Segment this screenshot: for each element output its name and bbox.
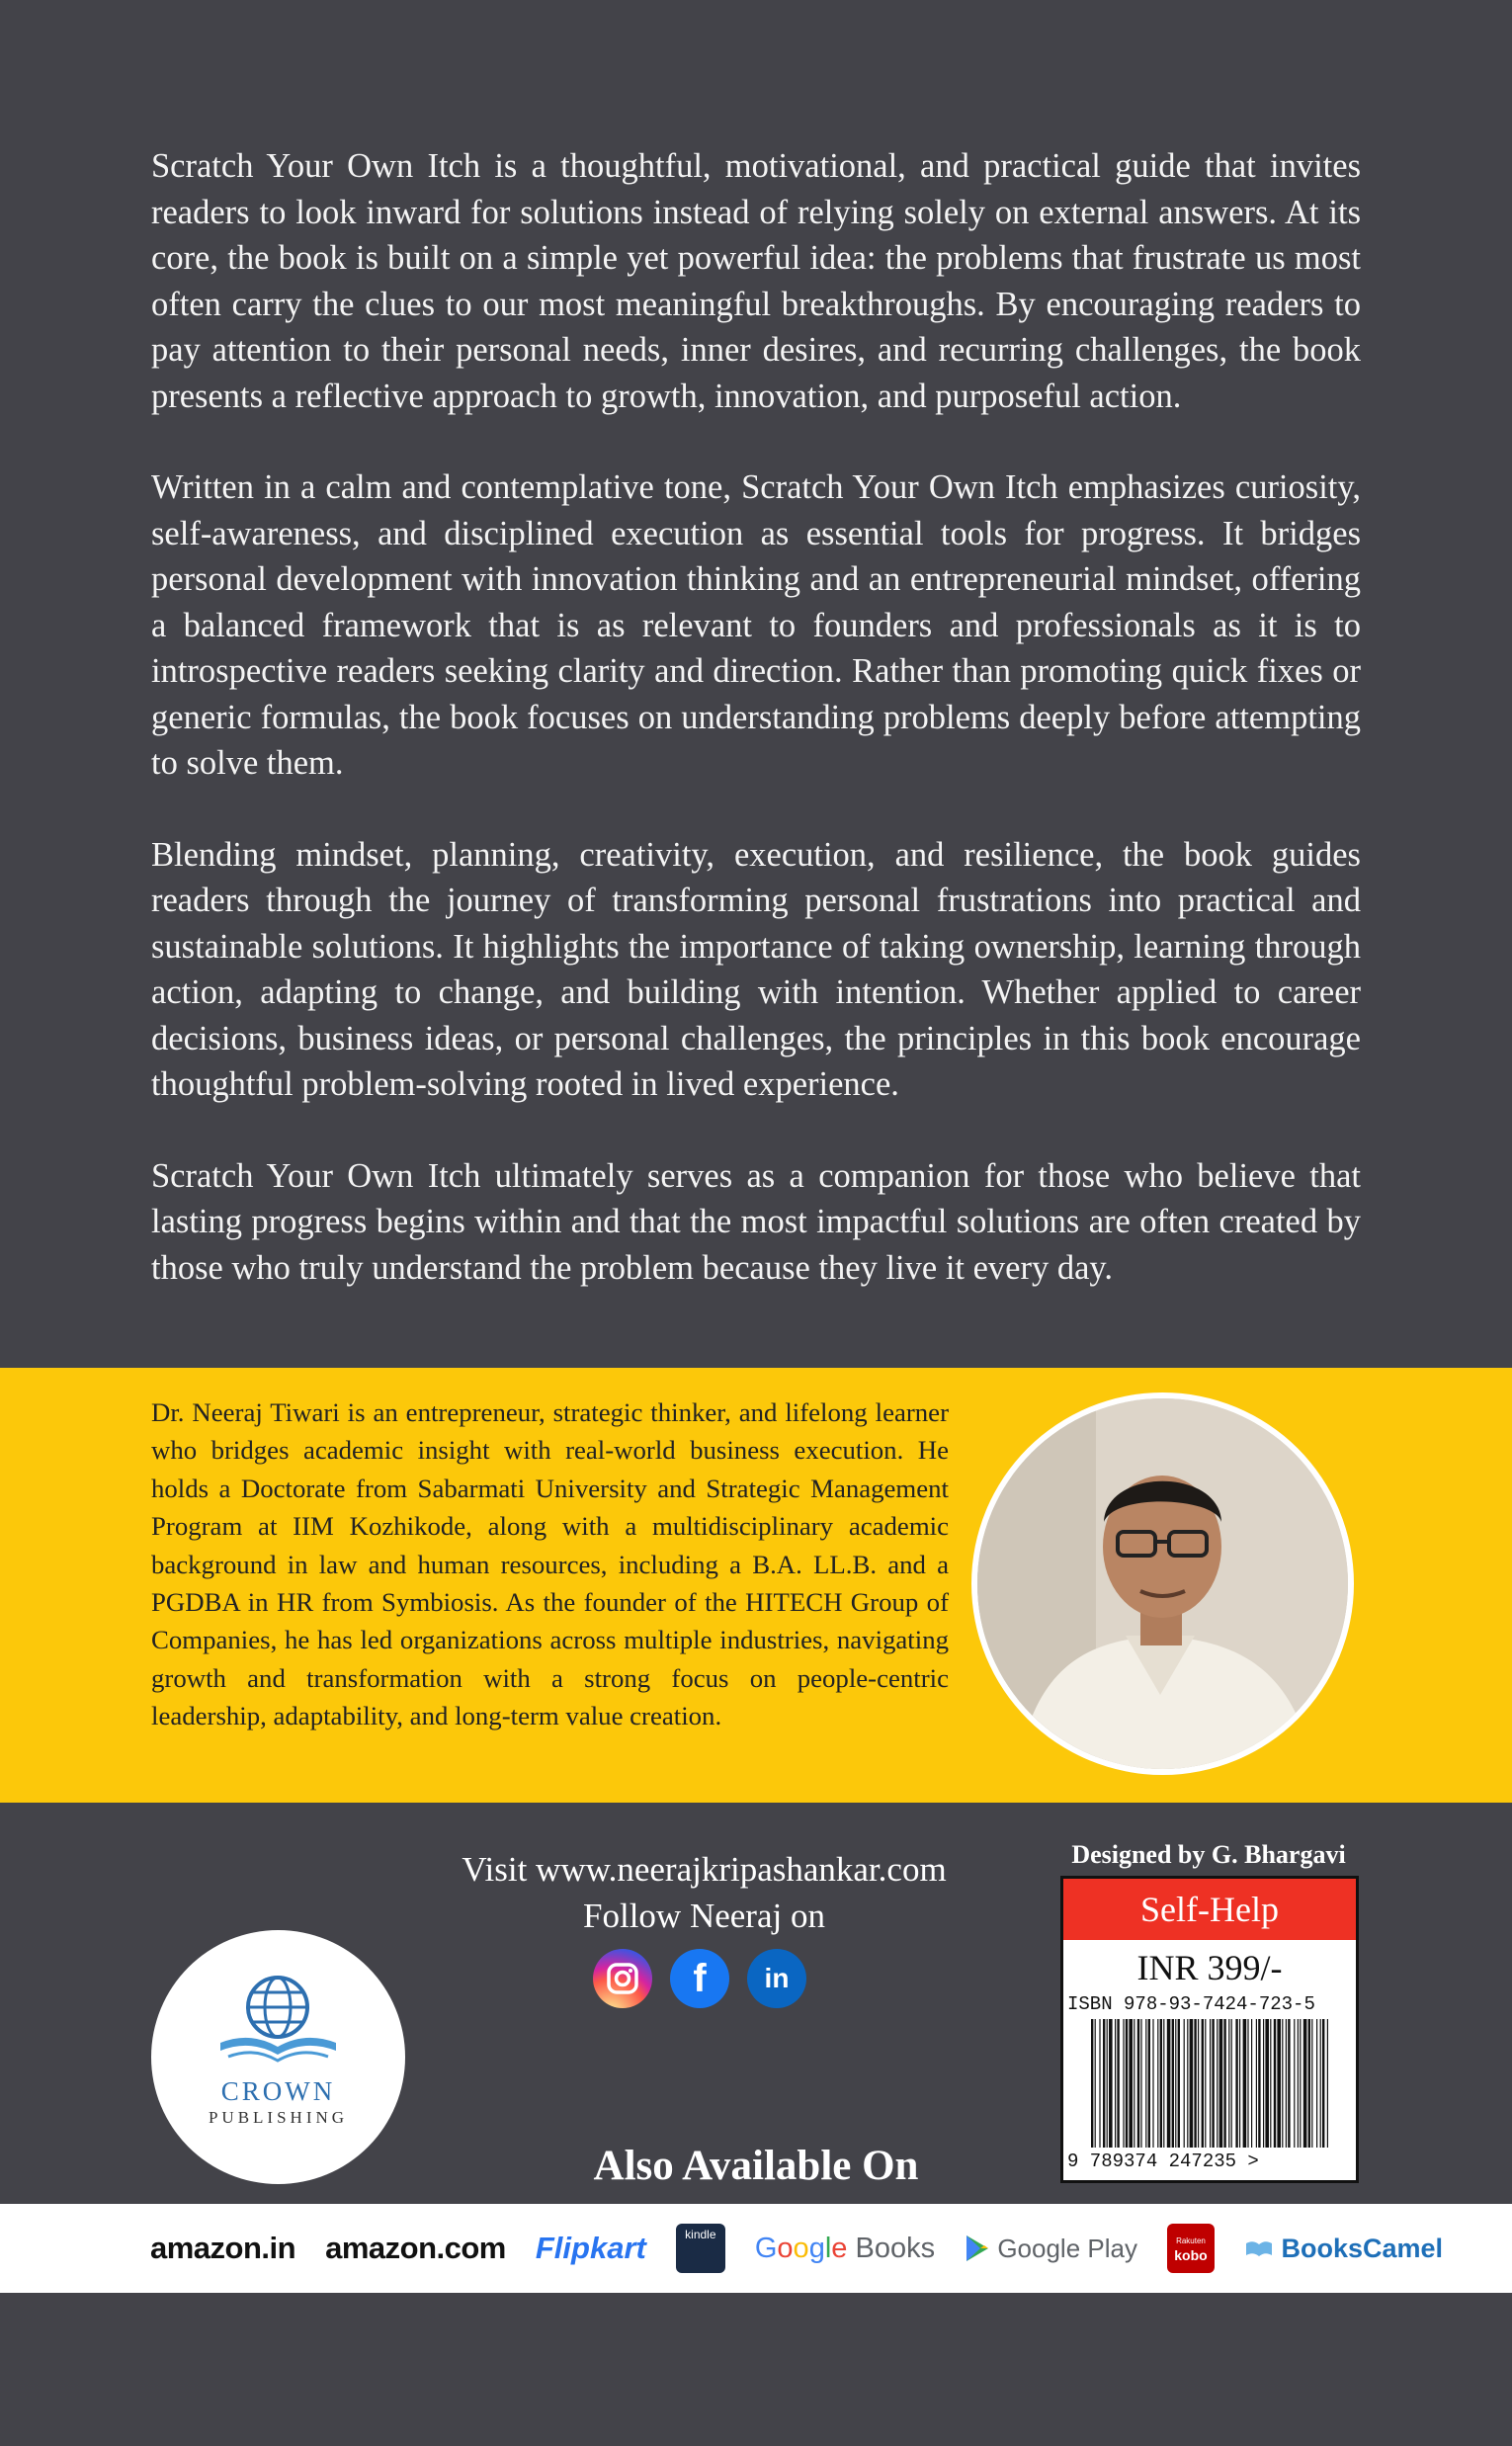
linkedin-icon[interactable]: in: [747, 1949, 806, 2008]
barcode-bar: [1212, 2019, 1214, 2148]
amazon-com-text: amazon.com: [325, 2231, 506, 2265]
barcode-bar: [1095, 2019, 1096, 2148]
barcode: [1091, 2019, 1328, 2148]
flipkart-logo[interactable]: [536, 2231, 646, 2266]
bookscamel-logo[interactable]: [1244, 2234, 1443, 2264]
barcode-bar: [1175, 2019, 1176, 2148]
price-barcode-box: [1060, 1876, 1359, 2183]
isbn-label: ISBN 978-93-7424-723-5: [1067, 1993, 1315, 2015]
barcode-bar: [1256, 2019, 1257, 2148]
barcode-bar: [1235, 2019, 1237, 2148]
barcode-bar: [1210, 2019, 1211, 2148]
genre-label: Self-Help: [1063, 1879, 1356, 1940]
barcode-bar: [1219, 2019, 1223, 2148]
book-blurb: [151, 143, 1361, 1336]
kindle-icon: kindle: [676, 2224, 725, 2273]
barcode-bar: [1163, 2019, 1164, 2148]
kobo-text: kobo: [1174, 2247, 1208, 2263]
kobo-icon: [1167, 2224, 1215, 2273]
barcode-bar: [1231, 2019, 1232, 2148]
open-book-icon: [1244, 2237, 1274, 2259]
barcode-bar: [1298, 2019, 1299, 2148]
barcode-bar: [1263, 2019, 1264, 2148]
kobo-top-text: Rakuten: [1176, 2236, 1206, 2245]
website-link[interactable]: Visit www.neerajkripashankar.com: [462, 1850, 947, 1889]
google-books-text: Books: [855, 2232, 936, 2264]
amazon-in-logo[interactable]: [150, 2231, 295, 2266]
barcode-bar: [1223, 2019, 1225, 2148]
barcode-bar: [1115, 2019, 1116, 2148]
store-logos-strip: [0, 2204, 1512, 2293]
barcode-bar: [1107, 2019, 1108, 2148]
barcode-bar: [1294, 2019, 1295, 2148]
barcode-bar: [1258, 2019, 1260, 2148]
barcode-bar: [1109, 2019, 1113, 2148]
barcode-bar: [1243, 2019, 1247, 2148]
author-bio: Dr. Neeraj Tiwari is an entrepreneur, strategic thinker, and lifelong learner who bridges academic insight with real-world business execution. He holds a Doctorate from Sabarmati University and Strategic Management Program at IIM Kozhikode, along with a multidisciplinary academic background in law and human resources, including a B.A. LL.B. and a PGDBA in HR from Symbiosis. As the founder of the HITECH Group of Companies, he has led organizations across multiple industries, navigating growth and transformation with a strong focus on people-centric leadership, adaptability, and long-term value creation.: [151, 1397, 949, 1731]
barcode-bar: [1303, 2019, 1307, 2148]
google-wordmark: Google: [754, 2232, 848, 2264]
barcode-bar: [1129, 2019, 1133, 2148]
barcode-bar: [1247, 2019, 1248, 2148]
barcode-bar: [1282, 2019, 1283, 2148]
barcode-bar: [1316, 2019, 1317, 2148]
blurb-paragraph-2: Written in a calm and contemplative tone, Scratch Your Own Itch emphasizes curiosity, self-awareness, and disciplined execution as essential tools for progress. It bridges personal development with innovation thinking and an entrepreneurial mindset, offering a balanced framework that is as relevant to founders and professionals as it is to introspective readers seeking clarity and direction. Rather than promoting quick fixes or generic formulas, the book focuses on understanding problems deeply before attempting to solve them.: [151, 468, 1361, 782]
google-books-logo[interactable]: [755, 2233, 935, 2265]
barcode-bar: [1103, 2019, 1105, 2148]
barcode-bar: [1251, 2019, 1252, 2148]
kindle-logo[interactable]: [676, 2224, 725, 2273]
barcode-bar: [1274, 2019, 1276, 2148]
barcode-bar: [1172, 2019, 1174, 2148]
author-section: [0, 1368, 1512, 1803]
barcode-bar: [1126, 2019, 1128, 2148]
barcode-bar: [1270, 2019, 1271, 2148]
google-play-text: Google Play: [997, 2233, 1137, 2263]
barcode-bar: [1123, 2019, 1124, 2148]
amazon-com-logo[interactable]: [325, 2231, 506, 2266]
barcode-bar: [1239, 2019, 1240, 2148]
barcode-bar: [1178, 2019, 1180, 2148]
barcode-number: 9 789374 247235 >: [1067, 2151, 1259, 2172]
barcode-bar: [1157, 2019, 1158, 2148]
publisher-logo: [151, 1930, 405, 2184]
barcode-bar: [1194, 2019, 1196, 2148]
barcode-bar: [1322, 2019, 1324, 2148]
barcode-bar: [1311, 2019, 1312, 2148]
barcode-bar: [1228, 2019, 1229, 2148]
instagram-icon[interactable]: [593, 1949, 652, 2008]
barcode-bar: [1217, 2019, 1218, 2148]
barcode-bar: [1288, 2019, 1290, 2148]
price-label: INR 399/-: [1136, 1948, 1283, 1987]
barcode-bar: [1286, 2019, 1287, 2148]
barcode-bar: [1099, 2019, 1100, 2148]
contact-block: [435, 1846, 973, 1939]
barcode-bar: [1308, 2019, 1310, 2148]
barcode-bar: [1187, 2019, 1188, 2148]
blurb-paragraph-3: Blending mindset, planning, creativity, execution, and resilience, the book guides readers through the journey of transforming personal frustrations into practical and sustainable solutions. It highlights the importance of taking ownership, learning through action, adapting to change, and building with intention. Whether applied to career decisions, business ideas, or personal challenges, the principles in this book encourage thoughtful problem-solving rooted in lived experience.: [151, 835, 1361, 1103]
flipkart-text: Flipkart: [535, 2231, 646, 2265]
publisher-sub: PUBLISHING: [208, 2108, 349, 2127]
author-photo: [971, 1392, 1354, 1775]
designer-credit: Designed by G. Bhargavi: [1071, 1840, 1346, 1869]
barcode-bar: [1277, 2019, 1281, 2148]
author-portrait-illustration: [977, 1398, 1348, 1769]
barcode-bar: [1145, 2019, 1146, 2148]
barcode-bar: [1184, 2019, 1185, 2148]
barcode-bar: [1300, 2019, 1301, 2148]
follow-label: Follow Neeraj on: [583, 1897, 825, 1935]
barcode-bar: [1091, 2019, 1093, 2148]
barcode-bar: [1160, 2019, 1162, 2148]
barcode-bar: [1320, 2019, 1321, 2148]
play-triangle-icon: [965, 2234, 990, 2263]
kobo-logo[interactable]: [1167, 2224, 1215, 2273]
barcode-bar: [1117, 2019, 1119, 2148]
barcode-bar: [1167, 2019, 1171, 2148]
barcode-bar: [1137, 2019, 1139, 2148]
globe-book-icon: [210, 1970, 346, 2068]
barcode-bar: [1148, 2019, 1150, 2148]
amazon-in-text: amazon.in: [150, 2231, 296, 2265]
barcode-bar: [1205, 2019, 1206, 2148]
social-icons: [593, 1949, 806, 2008]
barcode-bar: [1202, 2019, 1204, 2148]
barcode-bar: [1198, 2019, 1199, 2148]
barcode-bar: [1327, 2019, 1328, 2148]
google-play-logo[interactable]: [965, 2234, 1137, 2264]
publisher-name: CROWN: [220, 2076, 336, 2106]
also-available-heading: Also Available On: [593, 2143, 919, 2189]
blurb-paragraph-1: Scratch Your Own Itch is a thoughtful, motivational, and practical guide that invites readers to look inward for solutions instead of relying solely on external answers. At its core, the book is built on a simple yet powerful idea: the problems that frustrate us most often carry the clues to our most meaningful breakthroughs. By encouraging readers to pay attention to their personal needs, inner desires, and recurring challenges, the book presents a reflective approach to growth, innovation, and purposeful action.: [151, 147, 1361, 415]
barcode-bar: [1140, 2019, 1141, 2148]
facebook-icon[interactable]: f: [670, 1949, 729, 2008]
barcode-bar: [1190, 2019, 1194, 2148]
bookscamel-text: BooksCamel: [1281, 2233, 1444, 2263]
barcode-bar: [1265, 2019, 1269, 2148]
blurb-paragraph-4: Scratch Your Own Itch ultimately serves as a companion for those who believe that lasting progress begins within and that the most impactful solutions are often created by those who truly understand the problem because they live it every day.: [151, 1156, 1361, 1287]
barcode-bar: [1152, 2019, 1153, 2148]
